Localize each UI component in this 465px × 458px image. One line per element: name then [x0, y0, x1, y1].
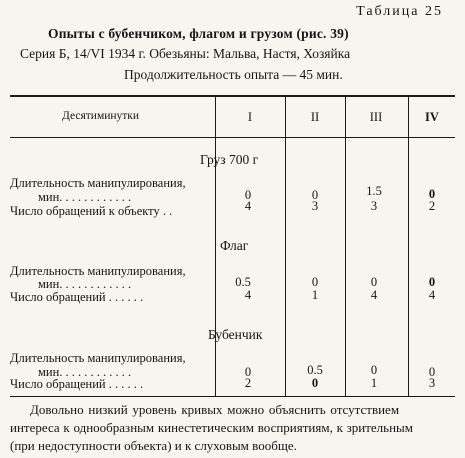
table-cell: 0 — [311, 376, 319, 390]
section-title: Груз 700 г — [200, 152, 259, 167]
column-header: II — [310, 110, 320, 124]
row-label: Число обращений . . . . . . — [10, 290, 144, 304]
table-cell: 0 — [428, 187, 436, 201]
table-cell: 3 — [311, 199, 319, 213]
table-cell: 4 — [428, 288, 436, 302]
table-cell: 0 — [244, 365, 252, 379]
table-cell: 0.5 — [235, 275, 251, 289]
table-cell: 2 — [428, 199, 436, 213]
row-label-cont: мин. . . . . . . . . . . . — [38, 190, 132, 204]
header-bottom-rule — [10, 137, 455, 138]
table-title: Опыты с бубенчиком, флагом и грузом (рис. 39) — [48, 26, 349, 41]
table-cell: 0 — [428, 365, 436, 379]
table-cell: 4 — [244, 199, 252, 213]
footnote-line: (при недоступности объекта) и к слуховым вообще. — [10, 438, 297, 453]
column-header: IV — [425, 110, 439, 124]
table-cell: 1 — [370, 376, 378, 390]
table-cell: 0.5 — [307, 363, 323, 377]
row-label: Длительность манипулирования, — [10, 351, 186, 365]
table-cell: 0 — [311, 275, 319, 289]
duration-line: Продолжительность опыта — 45 мин. — [124, 67, 343, 82]
column-header: III — [369, 110, 383, 124]
row-label: Число обращений . . . . . . — [10, 377, 144, 391]
row-label: Число обращений к объекту . . — [10, 204, 173, 218]
section-title: Флаг — [220, 238, 249, 253]
row-label: Длительность манипулирования, — [10, 176, 186, 190]
column-separator — [408, 96, 409, 396]
column-separator — [215, 96, 216, 396]
footnote-line: Довольно низкий уровень кривых можно объяснить отсутствием — [30, 402, 400, 417]
table-cell: 0 — [370, 363, 378, 377]
table-top-rule — [10, 95, 455, 97]
table-cell: 4 — [244, 288, 252, 302]
table-cell: 1.5 — [366, 184, 382, 198]
row-label: Длительность манипулирования, — [10, 264, 186, 278]
table-cell: 1 — [311, 288, 319, 302]
row-label-cont: мин. . . . . . . . . . . . — [38, 365, 132, 379]
footnote-line: интереса к однообразным кинестетическим восприятиям, к зрительным — [10, 420, 414, 435]
table-cell: 2 — [244, 376, 252, 390]
table-cell: 3 — [428, 376, 436, 390]
table-cell: 4 — [370, 288, 378, 302]
table-cell: 0 — [244, 188, 252, 202]
table-number: Таблица 25 — [356, 4, 443, 19]
table-cell: 0 — [428, 275, 436, 289]
table-bottom-rule — [10, 396, 455, 397]
table-cell: 3 — [370, 199, 378, 213]
column-separator — [345, 96, 346, 396]
table-cell: 0 — [311, 188, 319, 202]
section-title: Бубенчик — [208, 327, 263, 342]
row-header-label: Десятиминутки — [62, 110, 140, 122]
row-label-cont: мин. . . . . . . . . . . . — [38, 277, 132, 291]
table-cell: 0 — [370, 275, 378, 289]
column-header: I — [247, 110, 253, 124]
column-separator — [285, 96, 286, 396]
series-line: Серия Б, 14/VI 1934 г. Обезьяны: Мальва, Настя, Хозяйка — [20, 46, 351, 61]
